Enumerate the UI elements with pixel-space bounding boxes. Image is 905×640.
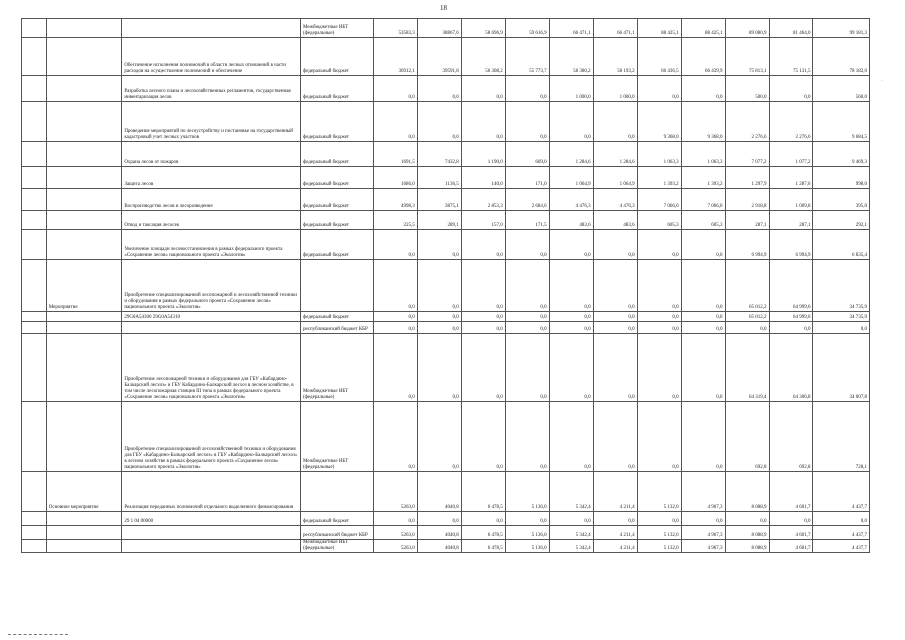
amount-cell: 0,0 <box>637 312 681 322</box>
row-index-cell <box>22 189 47 211</box>
description-cell <box>122 526 301 540</box>
amount-cell: 0,0 <box>461 512 505 526</box>
amount-cell: 0,0 <box>637 512 681 526</box>
amount-cell: 605,3 <box>681 211 725 230</box>
amount-cell: 9 368,0 <box>637 102 681 142</box>
funding-source-cell: Межбюджетные ИБТ (федеральные) <box>300 334 373 402</box>
description-cell: Проведение мероприятий по лесоустройству и постановке на государственный кадастровый учет лесных участков <box>122 102 301 142</box>
funding-source-cell: Межбюджетные ИБТ (федеральные) <box>300 19 373 38</box>
amount-cell: 0,0 <box>681 260 725 312</box>
amount-cell: 39591,8 <box>417 38 461 76</box>
section-type-cell: Мероприятие <box>46 260 122 312</box>
amount-cell: 0,0 <box>417 334 461 402</box>
section-type-cell <box>46 211 122 230</box>
amount-cell: 0,0 <box>637 260 681 312</box>
row-index-cell <box>22 540 47 553</box>
section-type-cell <box>46 402 122 472</box>
funding-source-cell: республиканский бюджет КБР <box>300 526 373 540</box>
amount-cell: 728,1 <box>813 402 870 472</box>
row-index-cell <box>22 211 47 230</box>
amount-cell: 4 601,7 <box>769 526 813 540</box>
amount-cell: 6 478,5 <box>461 472 505 512</box>
amount-cell: 1 297,9 <box>725 167 769 189</box>
amount-cell: 0,0 <box>593 312 637 322</box>
table-row <box>22 76 870 102</box>
amount-cell: 5 132,0 <box>637 472 681 512</box>
amount-cell: 99 181,3 <box>813 19 870 38</box>
amount-cell: 0,0 <box>549 312 593 322</box>
table-row <box>22 322 870 334</box>
section-type-cell <box>46 167 122 189</box>
amount-cell: 6 835,4 <box>813 230 870 260</box>
row-index-cell <box>22 260 47 312</box>
description-cell: 29G0А54300 29G0А54310 <box>122 312 301 322</box>
amount-cell: 0,0 <box>461 334 505 402</box>
amount-cell: 4 967,3 <box>681 526 725 540</box>
table-row <box>22 540 870 553</box>
table-row <box>22 211 870 230</box>
row-index-cell <box>22 526 47 540</box>
amount-cell: 0,0 <box>505 76 549 102</box>
amount-cell: 692,8 <box>725 402 769 472</box>
amount-cell: 0,0 <box>637 76 681 102</box>
row-index-cell <box>22 167 47 189</box>
amount-cell: 0,0 <box>549 102 593 142</box>
amount-cell: 1 284,6 <box>549 142 593 167</box>
amount-cell: 0,0 <box>373 76 417 102</box>
amount-cell: 0,0 <box>505 102 549 142</box>
amount-cell: 0,0 <box>593 322 637 334</box>
description-cell: Обеспечение исполнения полномочий в области лесных отношений в части расходов на осуществление полномочий и обеспечение <box>122 38 301 76</box>
amount-cell: 36912,1 <box>373 38 417 76</box>
amount-cell: 0,0 <box>681 76 725 102</box>
amount-cell: 1 064,9 <box>593 167 637 189</box>
amount-cell: 0,0 <box>461 312 505 322</box>
amount-cell: 64 999,6 <box>769 312 813 322</box>
amount-cell: 0,0 <box>681 334 725 402</box>
funding-source-cell: федеральный бюджет <box>300 512 373 526</box>
amount-cell: 4 967,3 <box>681 472 725 512</box>
amount-cell: 7 077,2 <box>725 142 769 167</box>
description-cell: Приобретение специализированной лесохозяйственной техники и оборудования для ГБУ «Кабардино-Балкарский лесхоз» в ГБУ «Кабардино-Балкарский лесхоз» в лесном хозяйстве в рамках федерального проекта «Сохранение лесов» национального проекта «Экология» <box>122 402 301 472</box>
amount-cell: 0,0 <box>725 322 769 334</box>
amount-cell: 4 476,3 <box>593 189 637 211</box>
description-cell: Охрана лесов от пожаров <box>122 142 301 167</box>
table-row <box>22 312 870 322</box>
amount-cell: 81 464,0 <box>769 19 813 38</box>
amount-cell: 2 684,6 <box>505 189 549 211</box>
description-cell: Защита лесов <box>122 167 301 189</box>
amount-cell: 0,0 <box>593 230 637 260</box>
amount-cell: 0,0 <box>461 322 505 334</box>
amount-cell: 1 284,6 <box>593 142 637 167</box>
amount-cell: 0,0 <box>549 260 593 312</box>
amount-cell: 1 064,9 <box>549 167 593 189</box>
budget-table <box>21 18 870 553</box>
amount-cell: 0,0 <box>637 402 681 472</box>
funding-source-cell: федеральный бюджет <box>300 38 373 76</box>
budget-table-body <box>22 19 870 553</box>
section-type-cell <box>46 540 122 553</box>
amount-cell: 58 380,2 <box>549 38 593 76</box>
amount-cell: 4040,8 <box>417 526 461 540</box>
amount-cell: 2 276,6 <box>769 102 813 142</box>
amount-cell: 4 437,7 <box>813 526 870 540</box>
amount-cell: 6 478,5 <box>461 526 505 540</box>
row-index-cell <box>22 334 47 402</box>
amount-cell: 65 012,2 <box>725 312 769 322</box>
amount-cell: 395,0 <box>813 189 870 211</box>
amount-cell: 157,0 <box>461 211 505 230</box>
amount-cell: 1 190,0 <box>461 142 505 167</box>
amount-cell: 5263,0 <box>373 540 417 553</box>
amount-cell: 692,8 <box>769 402 813 472</box>
amount-cell: 0,0 <box>681 512 725 526</box>
table-row <box>22 189 870 211</box>
amount-cell: 0,0 <box>769 322 813 334</box>
amount-cell: 0,0 <box>813 512 870 526</box>
description-cell <box>122 540 301 553</box>
table-row <box>22 167 870 189</box>
amount-cell: 4 437,7 <box>813 472 870 512</box>
amount-cell: 0,0 <box>417 402 461 472</box>
funding-source-cell: Межбюджетные ИБТ (федеральные) <box>300 540 373 553</box>
amount-cell: 6 994,9 <box>769 230 813 260</box>
amount-cell: 4 211,4 <box>593 540 637 553</box>
amount-cell: 9 368,0 <box>681 102 725 142</box>
description-cell: Отвод и таксация лесосек <box>122 211 301 230</box>
table-row <box>22 102 870 142</box>
amount-cell: 0,0 <box>593 260 637 312</box>
description-cell <box>122 322 301 334</box>
row-index-cell <box>22 230 47 260</box>
amount-cell: 59 616,9 <box>505 19 549 38</box>
amount-cell: 3875,1 <box>417 189 461 211</box>
section-type-cell <box>46 322 122 334</box>
funding-source-cell: Межбюджетные ИБТ (федеральные) <box>300 402 373 472</box>
amount-cell: 500,0 <box>725 76 769 102</box>
amount-cell: 38867,6 <box>417 19 461 38</box>
amount-cell: 55 773,7 <box>505 38 549 76</box>
amount-cell: 0,0 <box>461 76 505 102</box>
section-type-cell <box>46 512 122 526</box>
amount-cell: 0,0 <box>373 230 417 260</box>
amount-cell: 0,0 <box>373 512 417 526</box>
amount-cell: 5 136,0 <box>505 526 549 540</box>
amount-cell: 65 012,2 <box>725 260 769 312</box>
amount-cell: 78 182,0 <box>813 38 870 76</box>
amount-cell: 64 999,6 <box>769 260 813 312</box>
amount-cell: 1 393,2 <box>681 167 725 189</box>
amount-cell: 7432,8 <box>417 142 461 167</box>
amount-cell: 0,0 <box>461 260 505 312</box>
amount-cell: 34 007,8 <box>813 334 870 402</box>
amount-cell: 0,0 <box>505 512 549 526</box>
amount-cell: 5 132,0 <box>637 526 681 540</box>
amount-cell: 88 425,1 <box>637 19 681 38</box>
amount-cell: 34 735,9 <box>813 312 870 322</box>
amount-cell: 1686,0 <box>373 167 417 189</box>
table-row <box>22 230 870 260</box>
funding-source-cell: федеральный бюджет <box>300 102 373 142</box>
amount-cell: 34 735,9 <box>813 260 870 312</box>
amount-cell: 0,0 <box>461 402 505 472</box>
amount-cell: 483,6 <box>593 211 637 230</box>
amount-cell: 0,0 <box>549 512 593 526</box>
description-cell: Разработка лесного плана и лесохозяйственных регламентов, государственная инвентаризация лесов <box>122 76 301 102</box>
amount-cell: 2 276,6 <box>725 102 769 142</box>
amount-cell: 1691,5 <box>373 142 417 167</box>
table-row <box>22 19 870 38</box>
amount-cell: 0,0 <box>373 312 417 322</box>
table-row <box>22 334 870 402</box>
section-type-cell <box>46 19 122 38</box>
amount-cell: 483,6 <box>549 211 593 230</box>
amount-cell: 1 393,2 <box>637 167 681 189</box>
amount-cell: 0,0 <box>505 312 549 322</box>
amount-cell: 289,1 <box>417 211 461 230</box>
amount-cell: 1 287,6 <box>769 167 813 189</box>
funding-source-cell: федеральный бюджет <box>300 142 373 167</box>
section-type-cell <box>46 230 122 260</box>
amount-cell: 53583,3 <box>373 19 417 38</box>
amount-cell: 5 342,4 <box>549 540 593 553</box>
funding-source-cell: республиканский бюджет КБР <box>300 322 373 334</box>
section-type-cell <box>46 312 122 322</box>
amount-cell: 9 469,3 <box>813 142 870 167</box>
amount-cell: 171,0 <box>505 167 549 189</box>
amount-cell: 7 066,0 <box>681 189 725 211</box>
amount-cell: 4 211,4 <box>593 526 637 540</box>
amount-cell: 66 471,1 <box>593 19 637 38</box>
row-index-cell <box>22 76 47 102</box>
amount-cell: 287,1 <box>769 211 813 230</box>
amount-cell: 88 425,1 <box>681 19 725 38</box>
amount-cell: 0,0 <box>637 322 681 334</box>
amount-cell: 0,0 <box>593 102 637 142</box>
amount-cell: 5 136,0 <box>505 540 549 553</box>
amount-cell: 171,5 <box>505 211 549 230</box>
amount-cell: 64 319,4 <box>725 334 769 402</box>
funding-source-cell: федеральный бюджет <box>300 211 373 230</box>
amount-cell: 9 684,5 <box>813 102 870 142</box>
amount-cell: 1 063,3 <box>637 142 681 167</box>
footnote-rule <box>8 634 68 635</box>
description-cell: Приобретение специализированной лесопожарной и лесохозяйственной техники и оборудования в рамках федерального проекта «Сохранение лесов» национального проекта «Экология» <box>122 260 301 312</box>
margin-mark: · <box>881 78 883 84</box>
amount-cell: 4 601,7 <box>769 540 813 553</box>
table-row <box>22 402 870 472</box>
amount-cell: 0,0 <box>505 322 549 334</box>
amount-cell: 58 193,2 <box>593 38 637 76</box>
amount-cell: 0,0 <box>769 76 813 102</box>
funding-source-cell <box>300 260 373 312</box>
amount-cell: 4998,3 <box>373 189 417 211</box>
funding-source-cell: федеральный бюджет <box>300 189 373 211</box>
amount-cell: 0,0 <box>505 334 549 402</box>
description-cell <box>122 19 301 38</box>
amount-cell: 0,0 <box>549 402 593 472</box>
amount-cell: 5263,0 <box>373 526 417 540</box>
description-cell: Реализация переданных полномочий отдельного выделенного финансирования <box>122 472 301 512</box>
section-type-cell <box>46 38 122 76</box>
description-cell: Увеличение площади лесовосстановления в рамках федерального проекта «Сохранение лесов» национального проекта «Экология» <box>122 230 301 260</box>
amount-cell: 669,0 <box>505 142 549 167</box>
description-cell: Воспроизводство лесов и лесоразведение <box>122 189 301 211</box>
amount-cell: 5 132,0 <box>637 540 681 553</box>
amount-cell: 6 994,9 <box>725 230 769 260</box>
amount-cell: 0,0 <box>637 334 681 402</box>
funding-source-cell <box>300 472 373 512</box>
amount-cell: 0,0 <box>417 102 461 142</box>
amount-cell: 225,5 <box>373 211 417 230</box>
amount-cell: 0,0 <box>813 322 870 334</box>
amount-cell: 0,0 <box>461 102 505 142</box>
amount-cell: 4 601,7 <box>769 472 813 512</box>
amount-cell: 0,0 <box>549 322 593 334</box>
amount-cell: 58 696,9 <box>461 19 505 38</box>
amount-cell: 5 342,4 <box>549 526 593 540</box>
amount-cell: 5 136,0 <box>505 472 549 512</box>
table-row <box>22 38 870 76</box>
amount-cell: 5 342,4 <box>549 472 593 512</box>
amount-cell: 64 306,8 <box>769 334 813 402</box>
amount-cell: 8 088,9 <box>725 540 769 553</box>
amount-cell: 140,0 <box>461 167 505 189</box>
amount-cell: 1 077,2 <box>769 142 813 167</box>
amount-cell: 4 437,7 <box>813 540 870 553</box>
amount-cell: 1 000,0 <box>549 76 593 102</box>
amount-cell: 66 471,1 <box>549 19 593 38</box>
amount-cell: 0,0 <box>373 334 417 402</box>
amount-cell: 0,0 <box>417 512 461 526</box>
amount-cell: 0,0 <box>417 76 461 102</box>
amount-cell: 0,0 <box>549 230 593 260</box>
amount-cell: 0,0 <box>593 402 637 472</box>
amount-cell: 0,0 <box>681 402 725 472</box>
row-index-cell <box>22 322 47 334</box>
funding-source-cell: федеральный бюджет <box>300 76 373 102</box>
amount-cell: 0,0 <box>681 312 725 322</box>
amount-cell: 0,0 <box>373 402 417 472</box>
row-index-cell <box>22 312 47 322</box>
description-cell: Приобретение лесопожарной техники и оборудования для ГБУ «Кабардино-Балкарский лесхоз» и ГБУ Кабардино-Балкарский лесхоз в лесном хозяйстве, в том числе лесопожарная станция III типа в рамках федерального проекта «Сохранение лесов» национального проекта «Экология» <box>122 334 301 402</box>
amount-cell: 89 080,9 <box>725 19 769 38</box>
amount-cell: 0,0 <box>461 230 505 260</box>
page-number: 18 <box>440 4 447 12</box>
amount-cell: 75 813,1 <box>725 38 769 76</box>
amount-cell: 0,0 <box>769 512 813 526</box>
amount-cell: 0,0 <box>593 512 637 526</box>
row-index-cell <box>22 472 47 512</box>
amount-cell: 0,0 <box>417 230 461 260</box>
row-index-cell <box>22 102 47 142</box>
amount-cell: 1 063,3 <box>681 142 725 167</box>
amount-cell: 75 131,5 <box>769 38 813 76</box>
amount-cell: 287,1 <box>725 211 769 230</box>
amount-cell: 605,3 <box>637 211 681 230</box>
section-type-cell <box>46 102 122 142</box>
table-row <box>22 512 870 526</box>
amount-cell: 4 967,3 <box>681 540 725 553</box>
amount-cell: 1 000,0 <box>593 76 637 102</box>
amount-cell: 0,0 <box>505 402 549 472</box>
amount-cell: 0,0 <box>505 260 549 312</box>
section-type-cell <box>46 76 122 102</box>
amount-cell: 0,0 <box>417 260 461 312</box>
amount-cell: 1136,5 <box>417 167 461 189</box>
row-index-cell <box>22 402 47 472</box>
section-type-cell <box>46 142 122 167</box>
amount-cell: 0,0 <box>593 334 637 402</box>
table-row <box>22 142 870 167</box>
table-row <box>22 260 870 312</box>
amount-cell: 6 478,5 <box>461 540 505 553</box>
amount-cell: 0,0 <box>505 230 549 260</box>
amount-cell: 4040,8 <box>417 472 461 512</box>
amount-cell: 4 476,3 <box>549 189 593 211</box>
funding-source-cell: федеральный бюджет <box>300 167 373 189</box>
row-index-cell <box>22 512 47 526</box>
description-cell: 29 1 04 00000 <box>122 512 301 526</box>
amount-cell: 0,0 <box>725 512 769 526</box>
amount-cell: 0,0 <box>637 230 681 260</box>
row-index-cell <box>22 38 47 76</box>
amount-cell: 0,0 <box>373 260 417 312</box>
section-type-cell <box>46 189 122 211</box>
amount-cell: 0,0 <box>681 230 725 260</box>
amount-cell: 0,0 <box>681 322 725 334</box>
amount-cell: 0,0 <box>373 322 417 334</box>
amount-cell: 4 211,4 <box>593 472 637 512</box>
amount-cell: 1 009,8 <box>769 189 813 211</box>
funding-source-cell: федеральный бюджет <box>300 312 373 322</box>
amount-cell: 7 066,0 <box>637 189 681 211</box>
amount-cell: 8 088,9 <box>725 526 769 540</box>
amount-cell: 292,1 <box>813 211 870 230</box>
amount-cell: 0,0 <box>549 334 593 402</box>
section-type-cell <box>46 526 122 540</box>
amount-cell: 5263,0 <box>373 472 417 512</box>
amount-cell: 4040,8 <box>417 540 461 553</box>
funding-source-cell: федеральный бюджет <box>300 230 373 260</box>
amount-cell: 8 088,9 <box>725 472 769 512</box>
section-type-cell <box>46 334 122 402</box>
table-row <box>22 526 870 540</box>
table-row <box>22 472 870 512</box>
row-index-cell <box>22 142 47 167</box>
amount-cell: 0,0 <box>417 322 461 334</box>
row-index-cell <box>22 19 47 38</box>
amount-cell: 560,0 <box>813 76 870 102</box>
amount-cell: 66 436,5 <box>637 38 681 76</box>
amount-cell: 66 439,9 <box>681 38 725 76</box>
amount-cell: 998,0 <box>813 167 870 189</box>
amount-cell: 0,0 <box>373 102 417 142</box>
amount-cell: 2 853,3 <box>461 189 505 211</box>
amount-cell: 0,0 <box>417 312 461 322</box>
amount-cell: 56 308,2 <box>461 38 505 76</box>
amount-cell: 2 918,8 <box>725 189 769 211</box>
section-type-cell: Основное мероприятие <box>46 472 122 512</box>
